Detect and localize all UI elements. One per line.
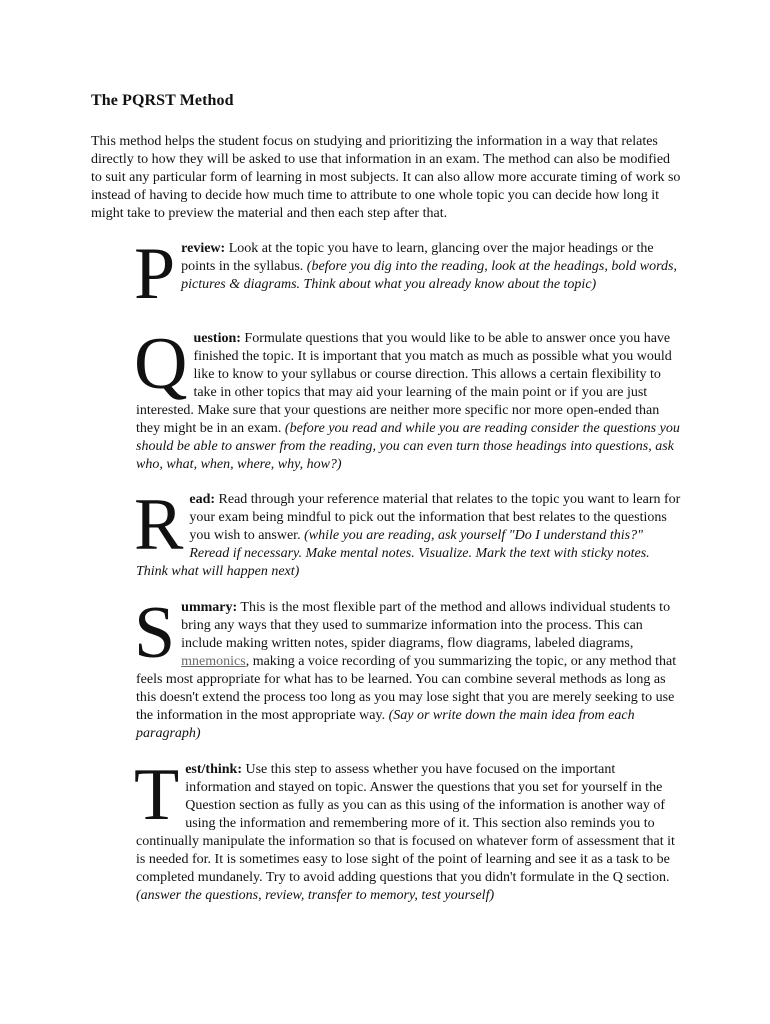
step-body: Use this step to assess whether you have focused on the important information and stayed on topic. Answer the questions that you set for yourself in the Question section as fully as you can as this using of the information is another way of using the information and remembering more of it. This section also reminds you to continually manipulate the information so that is focused on whatever form of assessment that it is needed for. It is sometimes easy to lose sight of the point of learning and see it as a task to be completed mundanely. Try to avoid adding questions that you didn't formulate in the Q section. — [136, 762, 675, 885]
step-test-think — [134, 754, 684, 905]
step-tip: (before you read and while you are reading consider the questions you should be able to answer from the reading, you can even turn those headings into questions, ask who, what, when, where, why, how?) — [136, 421, 680, 472]
step-heading: review: — [181, 241, 226, 256]
step-summary — [134, 592, 684, 743]
drop-cap-t: T — [134, 754, 180, 836]
step-preview — [134, 233, 684, 315]
step-tip: (Say or write down the main idea from each paragraph) — [136, 708, 635, 741]
step-heading: ummary: — [181, 600, 238, 615]
step-read — [134, 484, 684, 581]
step-heading: uestion: — [193, 331, 241, 346]
step-heading: ead: — [189, 492, 216, 507]
step-question — [134, 323, 684, 474]
mnemonics-link[interactable]: mnemonics — [181, 654, 246, 669]
step-tip: (before you dig into the reading, look at the headings, bold words, pictures & diagrams. Think about what you already know about the topic) — [181, 259, 677, 292]
step-tip: (while you are reading, ask yourself "Do I understand this?" Reread if necessary. Make mental notes. Visualize. Mark the text with sticky notes. Think what will happen next) — [136, 528, 650, 579]
intro-paragraph: This method helps the student focus on studying and prioritizing the information in a way that relates directly to how they will be asked to use that information in an exam. The method can also be modified to suit any particular form of learning in most subjects. It can also allow more accurate timing of work so instead of having to decide how much time to attribute to one whole topic you can decide how long it might take to preview the material and then each step after that. — [91, 134, 681, 221]
step-body: Look at the topic you have to learn, glancing over the major headings or the points in the syllabus. — [181, 241, 654, 274]
page-title: The PQRST Method — [91, 92, 234, 109]
step-heading: est/think: — [185, 762, 242, 777]
step-body-continued: , making a voice recording of you summarizing the topic, or any method that feels most appropriate for what has to be learned. You can combine several methods as long as this doesn't extend the process too long as you may lose sight that you are merely seeking to use the information in the most appropriate way. — [136, 654, 677, 723]
step-body: This is the most flexible part of the method and allows individual students to bring any ways that they used to summarize information into the process. This can include making written notes, spider diagrams, flow diagrams, labeled diagrams, — [181, 600, 671, 651]
step-tip: (answer the questions, review, transfer to memory, test yourself) — [136, 888, 495, 903]
step-body: Read through your reference material that relates to the topic you want to learn for your exam being mindful to pick out the information that best relates to the questions you wish to answer. — [189, 492, 681, 543]
step-body: Formulate questions that you would like to be able to answer once you have finished the topic. It is important that you match as much as possible what you would like to know to your syllabus or course direction. This allows a certain flexibility to take in other topics that may aid your learning of the main point or if you are just interested. Make sure that your questions are neither more specific nor more open-ended than they might be in an exam. — [136, 331, 672, 436]
drop-cap-s: S — [134, 592, 176, 674]
drop-cap-q: Q — [134, 323, 188, 405]
drop-cap-p: P — [134, 233, 176, 315]
drop-cap-r: R — [134, 484, 184, 566]
